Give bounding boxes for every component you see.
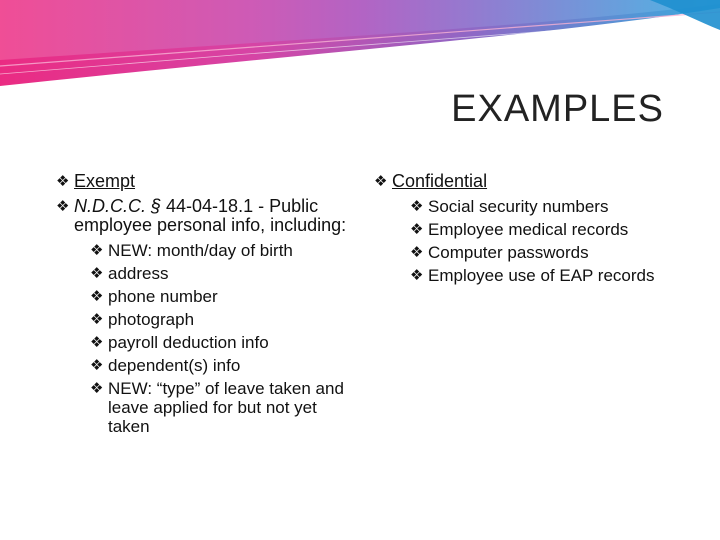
citation-code: N.D.C.C. § [74, 196, 162, 216]
list-item [410, 243, 674, 262]
list-item-text: dependent(s) info [108, 356, 241, 375]
slide-title: EXAMPLES [451, 88, 664, 130]
confidential-heading: Confidential [392, 171, 488, 191]
left-column [56, 172, 356, 440]
list-item-text: photograph [108, 310, 195, 329]
list-item [90, 310, 356, 329]
list-item-text: Employee medical records [428, 220, 629, 239]
diamond-bullet-icon: ❖ [410, 267, 424, 284]
list-item-citation [56, 197, 356, 235]
list-item-confidential [374, 172, 674, 191]
list-item [410, 220, 674, 239]
right-column [374, 172, 674, 289]
list-item [90, 379, 356, 436]
list-item-text: NEW: “type” of leave taken and leave applied for but not yet taken [108, 379, 344, 436]
citation-text: 44-04-18.1 - Public employee personal info, including: [74, 196, 347, 235]
list-item [410, 197, 674, 216]
diamond-bullet-icon: ❖ [90, 242, 104, 259]
diamond-bullet-icon: ❖ [90, 265, 104, 282]
diamond-bullet-icon: ❖ [90, 311, 104, 328]
list-item [90, 356, 356, 375]
list-item-text: address [108, 264, 169, 283]
diamond-bullet-icon: ❖ [90, 357, 104, 374]
list-item [90, 264, 356, 283]
exempt-heading: Exempt [74, 171, 136, 191]
diamond-bullet-icon: ❖ [56, 173, 70, 190]
list-item [90, 287, 356, 306]
diamond-bullet-icon: ❖ [90, 288, 104, 305]
decorative-swoosh-graphic [0, 0, 720, 90]
list-item-text: payroll deduction info [108, 333, 269, 352]
diamond-bullet-icon: ❖ [410, 198, 424, 215]
list-item [410, 266, 674, 285]
diamond-bullet-icon: ❖ [56, 198, 70, 215]
diamond-bullet-icon: ❖ [90, 380, 104, 397]
diamond-bullet-icon: ❖ [90, 334, 104, 351]
list-item-text: NEW: month/day of birth [108, 241, 293, 260]
list-item-exempt [56, 172, 356, 191]
list-item-text: Employee use of EAP records [428, 266, 655, 285]
list-item-text: phone number [108, 287, 218, 306]
diamond-bullet-icon: ❖ [374, 173, 388, 190]
diamond-bullet-icon: ❖ [410, 221, 424, 238]
diamond-bullet-icon: ❖ [410, 244, 424, 261]
list-item-text: Social security numbers [428, 197, 609, 216]
list-item [90, 333, 356, 352]
list-item-text: Computer passwords [428, 243, 589, 262]
list-item [90, 241, 356, 260]
